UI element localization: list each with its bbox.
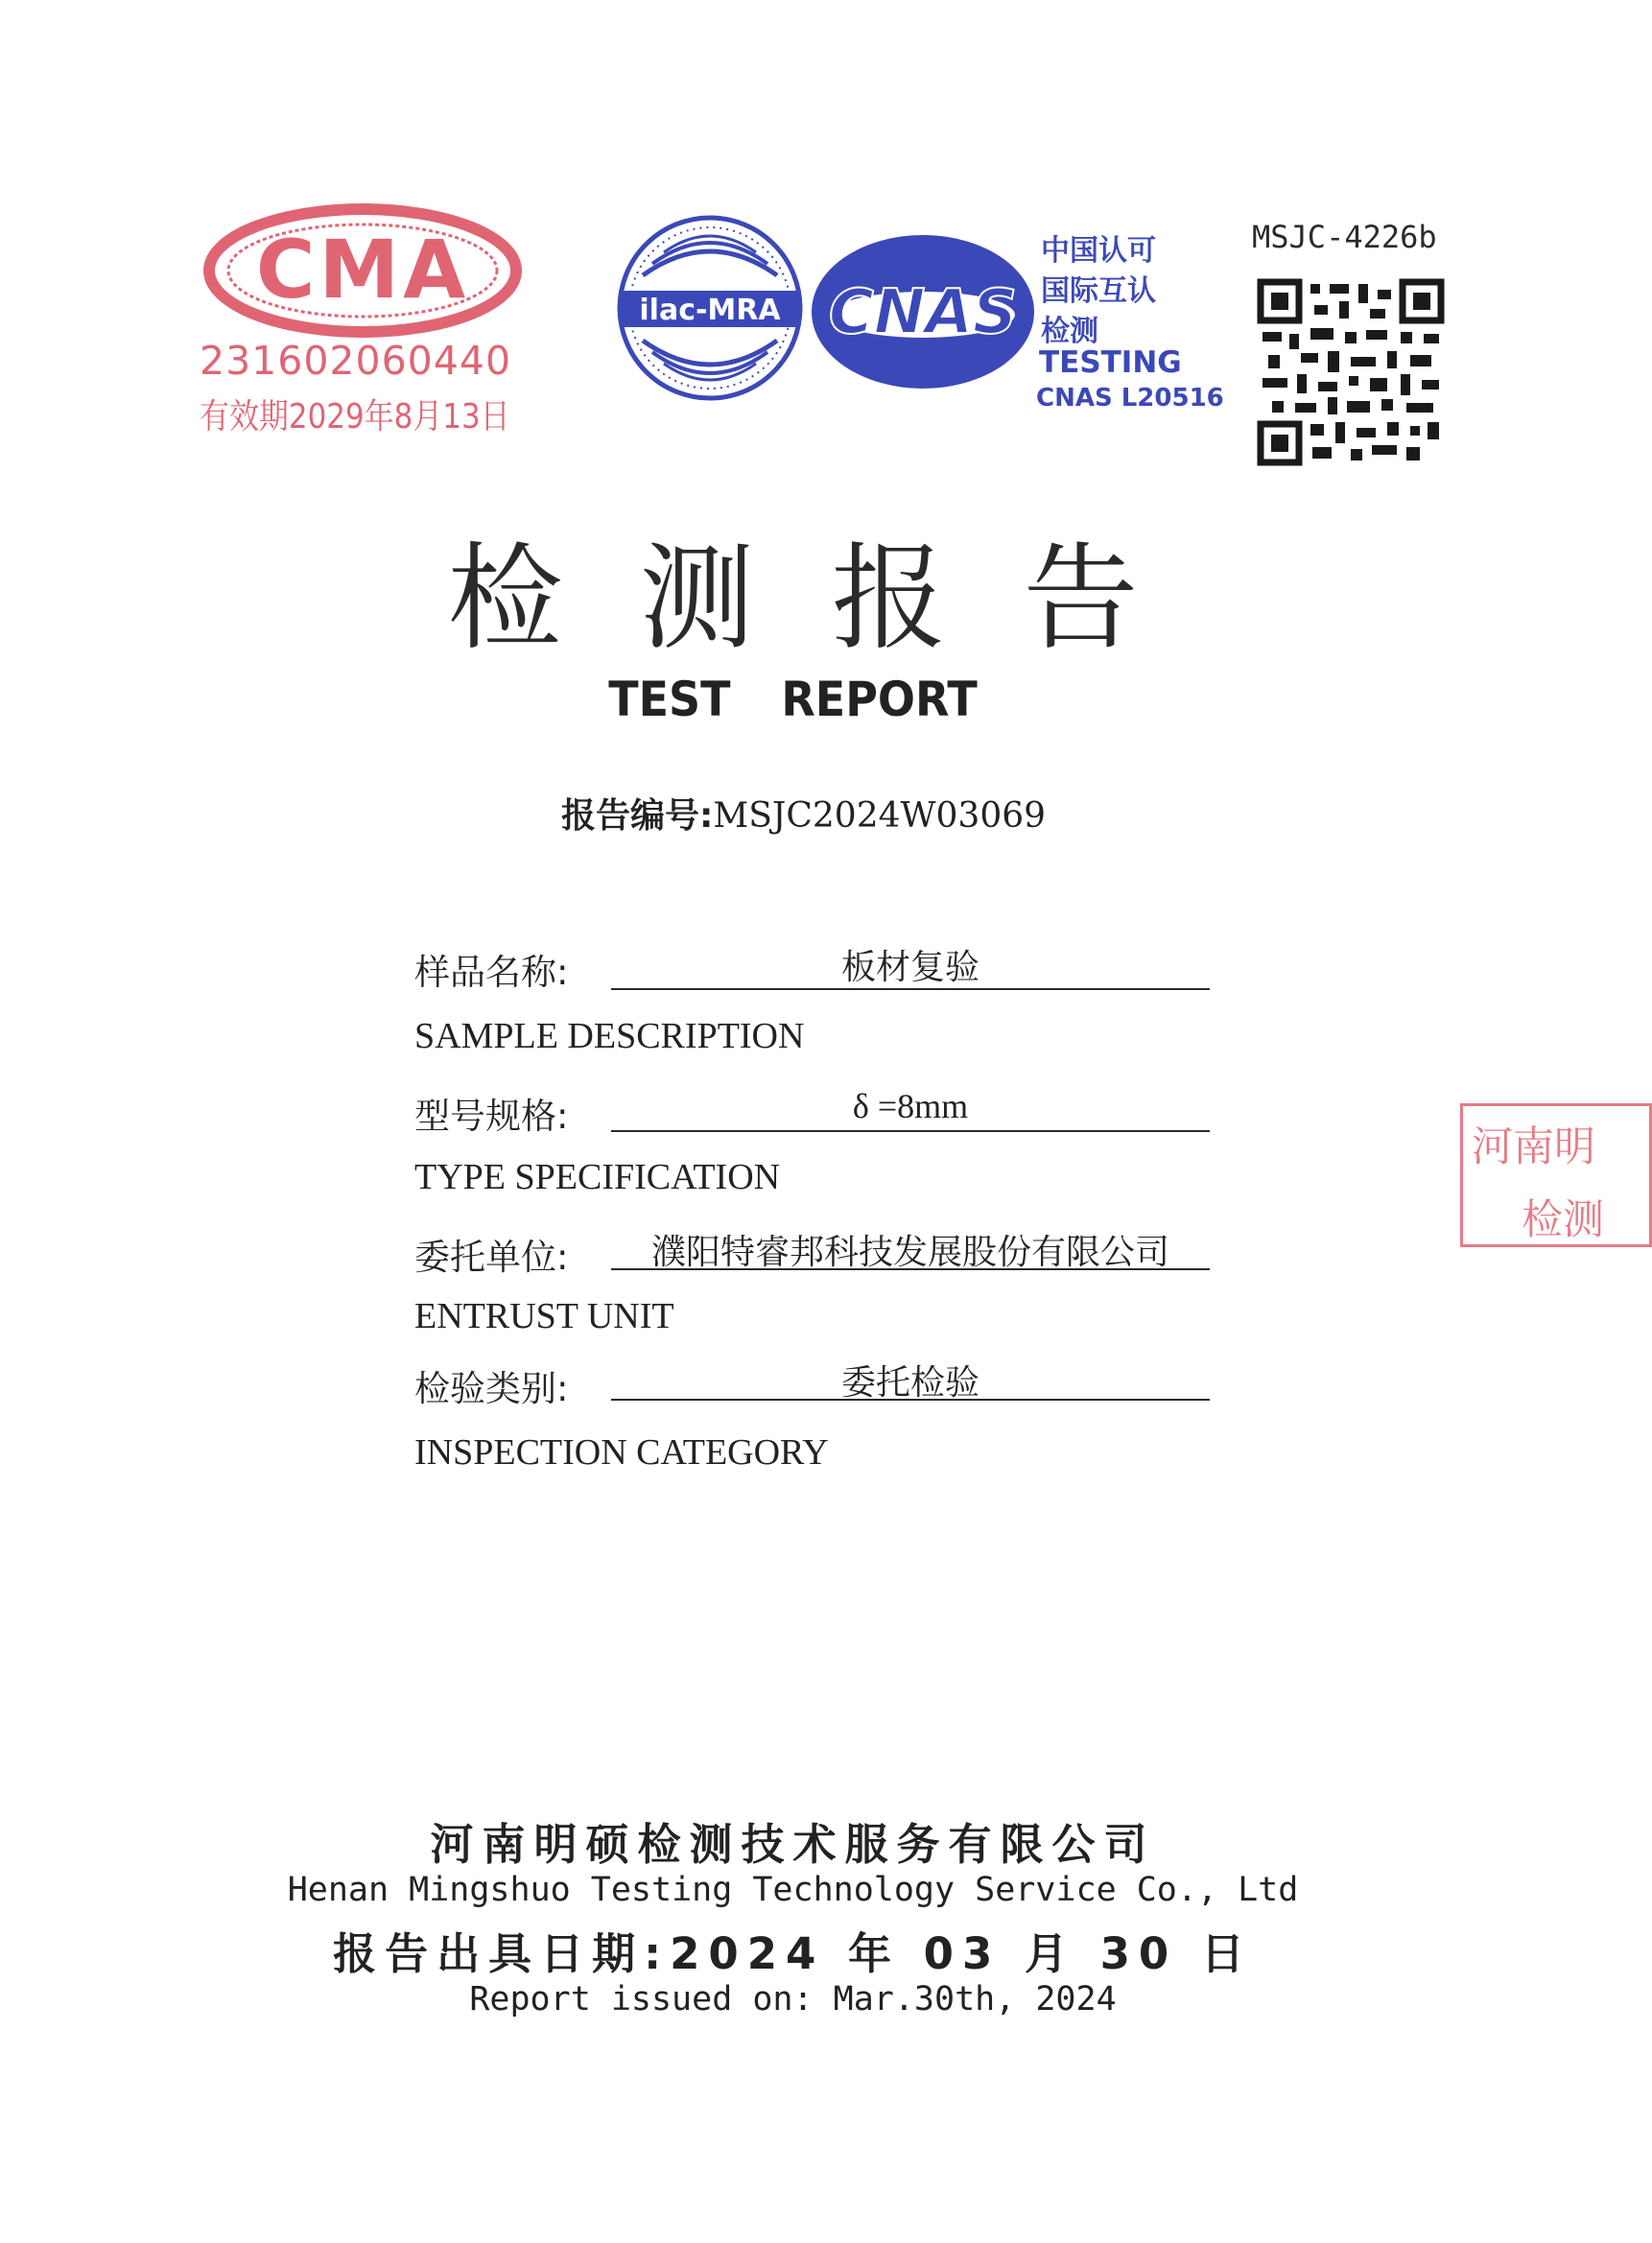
type-spec-label: 型号规格:: [414, 1096, 569, 1137]
type-spec-value: δ =8mm: [852, 1087, 969, 1125]
entrust-unit-value: 濮阳特睿邦科技发展股份有限公司: [650, 1233, 1169, 1272]
inspection-category-en-label: INSPECTION CATEGORY: [414, 1432, 829, 1473]
cma-valid-until: 有效期2029年8月13日: [200, 397, 510, 437]
qr-code-icon: [1257, 278, 1445, 466]
qr-code-graphic: [1257, 278, 1445, 466]
page-title-cn: 检测报告: [447, 532, 1215, 666]
seal-line-1: 河南明: [1472, 1123, 1595, 1171]
ilac-logo-text: ilac-MRA: [639, 294, 781, 327]
company-seal: [1460, 1103, 1604, 1255]
issue-date-cn: 报告出具日期:2024 年 03 月 30 日: [333, 1928, 1253, 1979]
ilac-mra-mark: [614, 206, 806, 410]
cma-certificate-number: 231602060440: [200, 338, 512, 384]
type-specification-label: TYPE SPECIFICATION: [414, 1157, 781, 1197]
sample-name-value: 板材复验: [840, 948, 979, 987]
cma-mark: [200, 203, 526, 441]
cnas-logo-text: CNAS: [828, 277, 1018, 348]
cnas-line-3: 检测: [1041, 315, 1098, 348]
seal-line-2: 检测: [1522, 1196, 1604, 1244]
inspection-category-underline: [611, 1399, 1210, 1401]
company-name-cn: 河南明硕检测技术服务有限公司: [430, 1819, 1156, 1870]
cma-logo-icon: [200, 203, 526, 338]
entrust-unit-en-label: ENTRUST UNIT: [414, 1296, 674, 1336]
report-number-value: MSJC2024W03069: [713, 796, 1047, 836]
report-number-label: 报告编号:: [561, 796, 714, 836]
cnas-logo-icon: [808, 230, 1038, 393]
inspection-category-value: 委托检验: [840, 1363, 979, 1403]
ilac-globe-icon: [614, 206, 806, 410]
sample-name-label: 样品名称:: [414, 952, 569, 993]
type-spec-underline: [611, 1130, 1210, 1132]
page-title-en: TEST REPORT: [608, 672, 978, 727]
cma-logo-text: CMA: [255, 223, 470, 317]
issue-date-en: Report issued on: Mar.30th, 2024: [469, 1980, 1117, 2019]
entrust-unit-underline: [611, 1268, 1210, 1270]
cnas-line-4: TESTING: [1039, 345, 1182, 380]
cnas-logo: [808, 230, 1038, 393]
cnas-line-5: CNAS L20516: [1036, 384, 1224, 413]
cnas-line-1: 中国认可: [1041, 234, 1156, 268]
entrust-unit-label: 委托单位:: [414, 1237, 569, 1278]
company-name-en: Henan Mingshuo Testing Technology Service Co., Ltd: [287, 1871, 1299, 1909]
sample-name-underline: [611, 988, 1210, 990]
reference-code: MSJC-4226b: [1252, 219, 1437, 255]
cnas-line-2: 国际互认: [1041, 274, 1156, 308]
report-number: [561, 789, 1046, 838]
inspection-category-label: 检验类别:: [414, 1368, 569, 1409]
sample-description-label: SAMPLE DESCRIPTION: [414, 1016, 805, 1056]
